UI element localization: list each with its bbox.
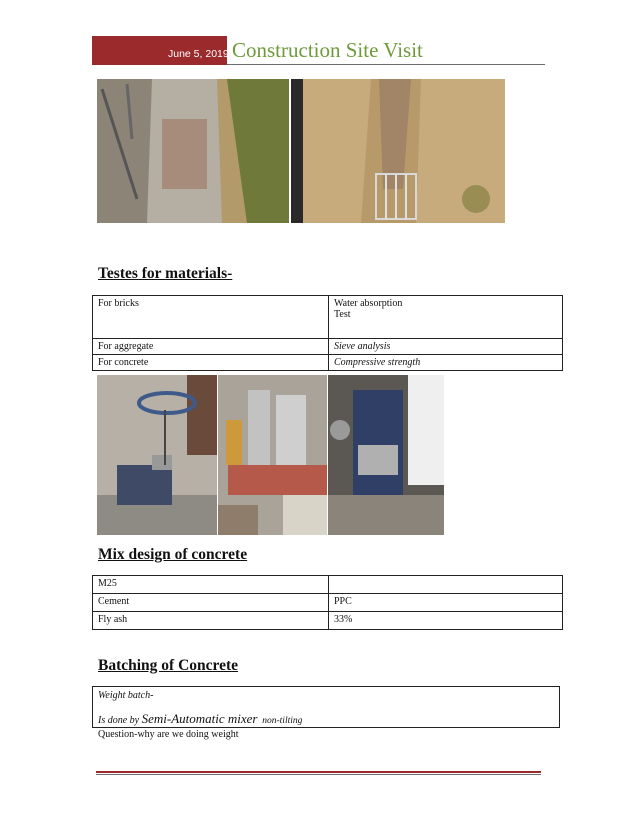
- table-cell: [329, 576, 563, 594]
- compression-testing-machine-photo: [328, 375, 444, 535]
- table-cell: For aggregate: [93, 339, 329, 355]
- table-row: [93, 594, 563, 612]
- table-cell: Compressive strength: [329, 355, 563, 371]
- batching-heading: Batching of Concrete: [98, 657, 239, 674]
- tests-heading: Testes for materials-: [98, 265, 233, 282]
- question-text: Question-why are we doing weight: [98, 729, 239, 740]
- mix-table: [92, 575, 563, 630]
- site-column-left-photo: [97, 79, 289, 223]
- table-cell-line: Water absorption: [334, 298, 403, 309]
- footer-accent-rule: [96, 771, 541, 773]
- table-cell: Sieve analysis: [329, 339, 563, 355]
- mixer-name: Semi-Automatic mixer: [141, 711, 258, 726]
- table-row: [93, 612, 563, 630]
- mix-heading: Mix design of concrete: [98, 546, 248, 563]
- header-rule: [227, 64, 545, 65]
- weight-batch-label: Weight batch-: [98, 690, 154, 701]
- tests-table: [92, 295, 563, 371]
- table-cell: Cement: [93, 594, 329, 612]
- table-row: [93, 576, 563, 594]
- footer-rule: [96, 774, 541, 775]
- mixer-type: non-tilting: [257, 716, 303, 726]
- table-cell: 33%: [329, 612, 563, 630]
- table-cell: Fly ash: [93, 612, 329, 630]
- table-cell: [329, 296, 563, 339]
- table-row: [93, 355, 563, 371]
- table-cell-line: Test: [334, 309, 351, 320]
- batching-text-a: Is done by: [98, 715, 142, 726]
- batching-method: [98, 711, 302, 727]
- header-date: June 5, 2019: [168, 48, 229, 60]
- table-row: [93, 296, 563, 339]
- sieve-shaker-photo: [97, 375, 217, 535]
- sieve-stack-photo: [218, 375, 327, 535]
- batching-box: [92, 686, 560, 728]
- table-cell: For concrete: [93, 355, 329, 371]
- table-cell: For bricks: [93, 296, 329, 339]
- table-cell: M25: [93, 576, 329, 594]
- site-foundation-rebar-photo: [291, 79, 505, 223]
- table-row: [93, 339, 563, 355]
- table-cell: PPC: [329, 594, 563, 612]
- page-title: Construction Site Visit: [232, 38, 423, 62]
